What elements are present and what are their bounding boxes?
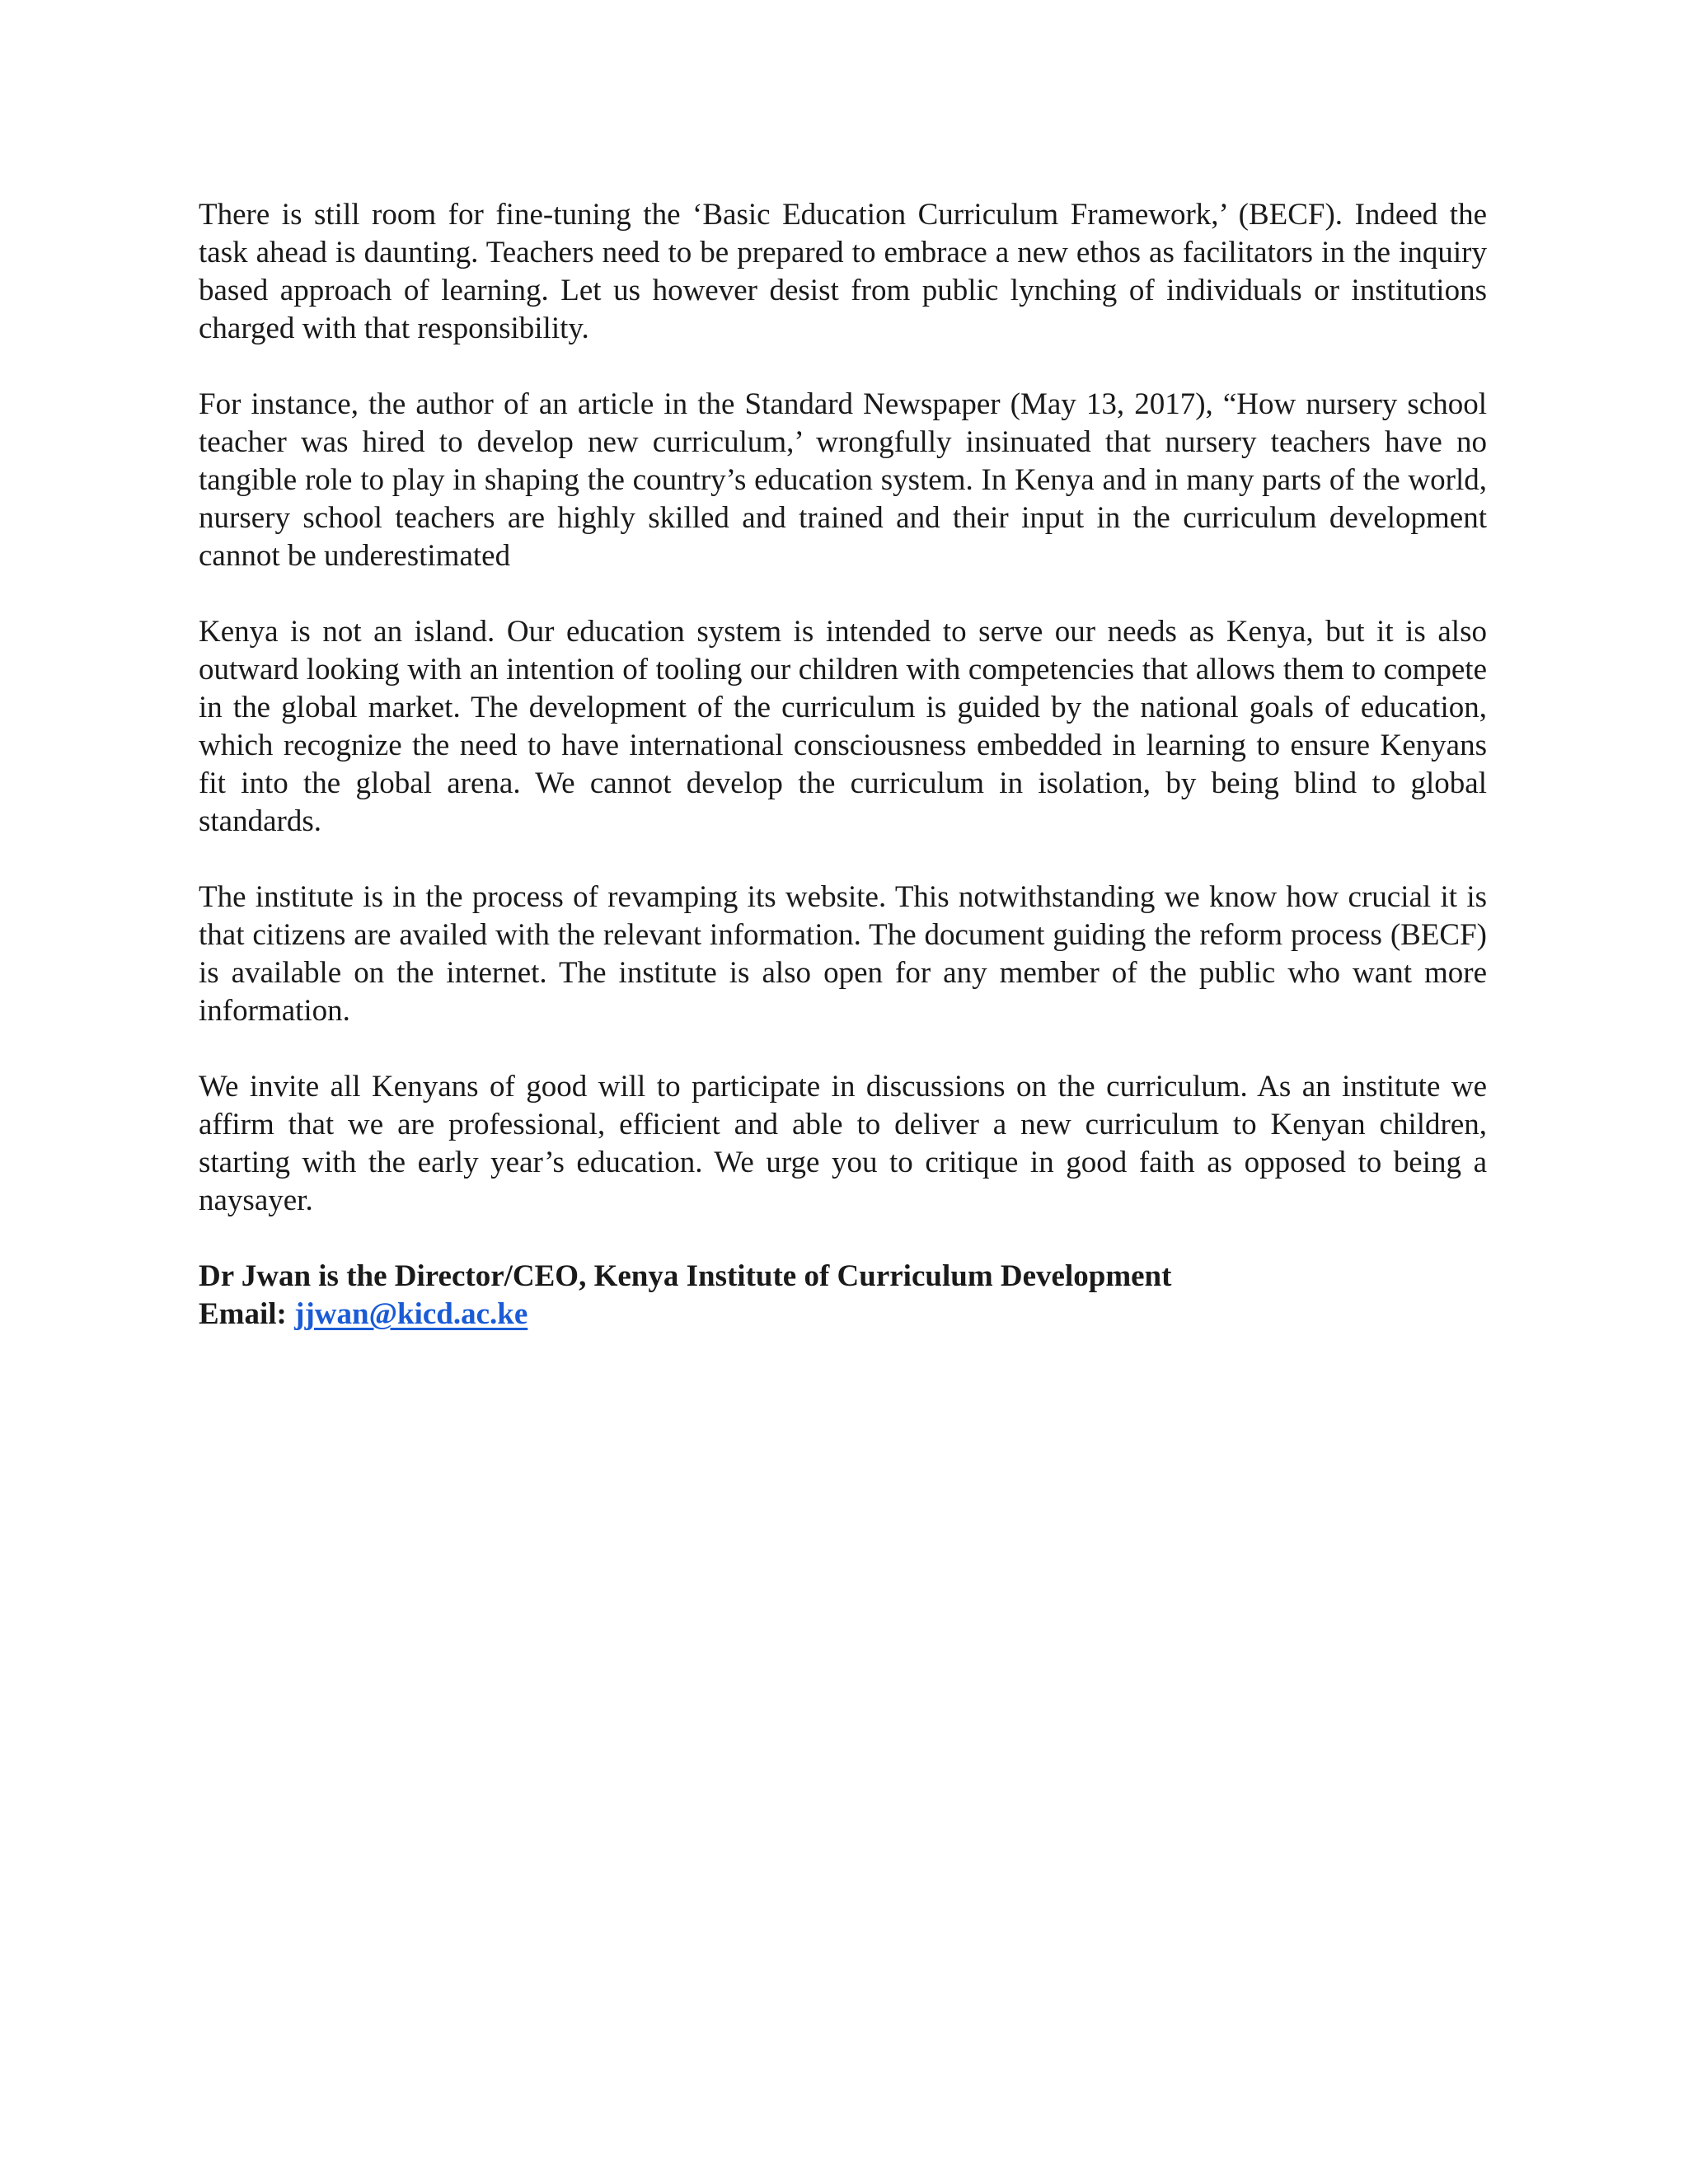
email-link[interactable]: jjwan@kicd.ac.ke [294,1297,528,1331]
author-signature [199,1258,1487,1333]
article-body [199,196,1487,1333]
email-label: Email: [199,1297,287,1331]
paragraph-kenya-not-island: Kenya is not an island. Our education system is intended to serve our needs as Kenya, but it is also outward looking with an intention of tooling our children with competencies that allows them to compete in the global market. The development of the curriculum is guided by the national goals of education, which recognize the need to have international consciousness embedded in learning to ensure Kenyans fit into the global arena. We cannot develop the curriculum in isolation, by being blind to global standards. [199,615,1487,838]
paragraph-standard-newspaper: For instance, the author of an article in the Standard Newspaper (May 13, 2017), “How nursery school teacher was hired to develop new curriculum,’ wrongfully insinuated that nursery teachers have no tangible role to play in shaping the country’s education system. In Kenya and in many parts of the world, nursery school teachers are highly skilled and trained and their input in the curriculum development cannot be underestimated [199,387,1487,573]
paragraph-website-revamp: The institute is in the process of revamping its website. This notwithstanding we know how crucial it is that citizens are availed with the relevant information. The document guiding the reform process (BECF) is available on the internet. The institute is also open for any member of the public who want more information. [199,880,1487,1028]
paragraph-invitation: We invite all Kenyans of good will to participate in discussions on the curriculum. As an institute we affirm that we are professional, efficient and able to deliver a new curriculum to Kenyan children, starting with the early year’s education. We urge you to critique in good faith as opposed to being a naysayer. [199,1070,1487,1217]
email-line [199,1296,1487,1333]
paragraph-becf-finetuning: There is still room for fine-tuning the ‘Basic Education Curriculum Framework,’ (BECF). Indeed the task ahead is daunting. Teachers need to be prepared to embrace a new ethos as facilitators in the inquiry based approach of learning. Let us however desist from public lynching of individuals or institutions charged with that responsibility. [199,198,1487,345]
author-bio-line: Dr Jwan is the Director/CEO, Kenya Institute of Curriculum Development [199,1259,1172,1293]
